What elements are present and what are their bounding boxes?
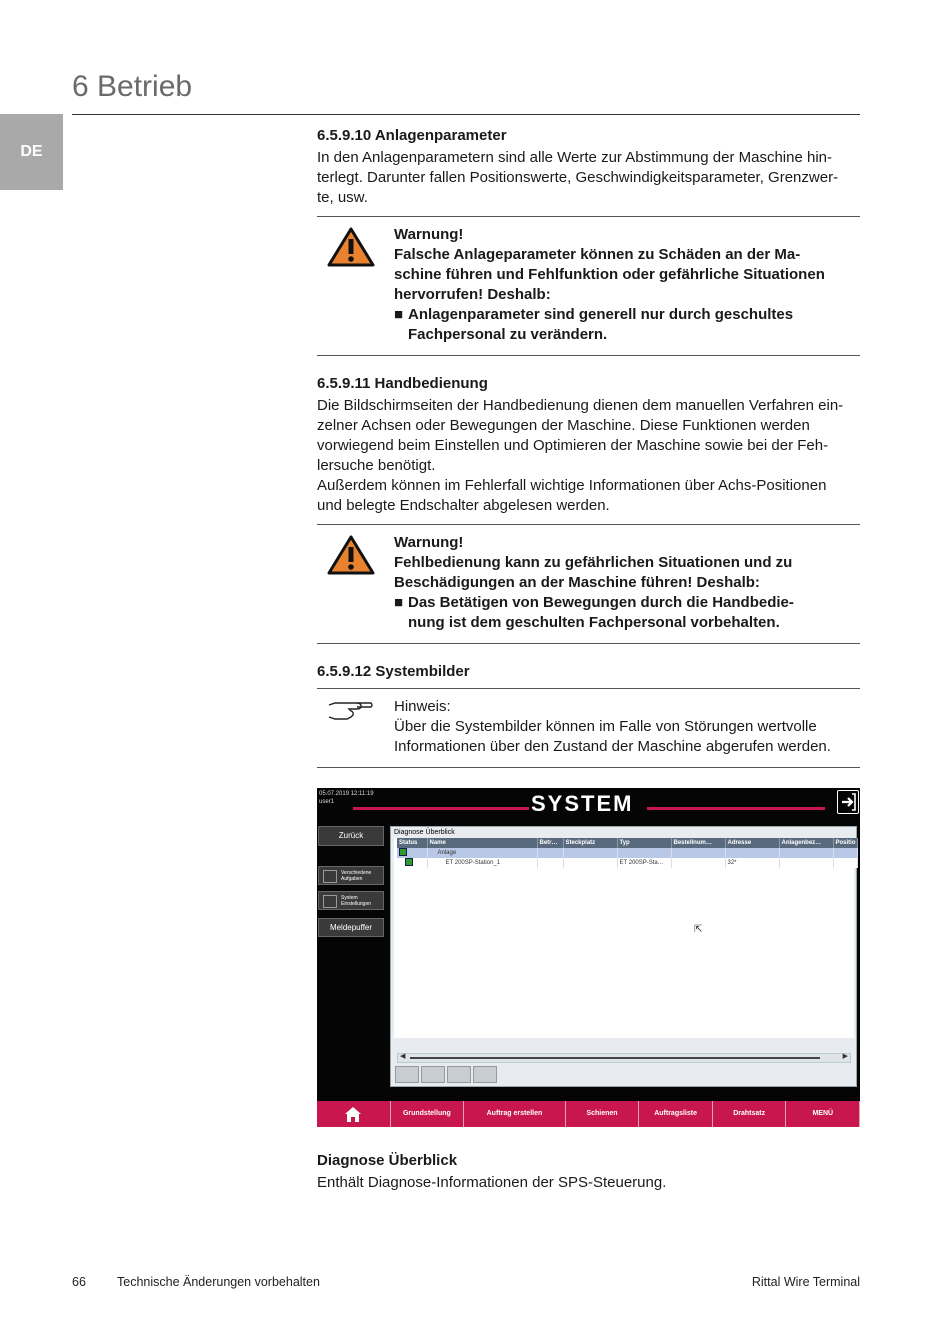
system-settings-button[interactable]: System Einstellungen — [318, 891, 384, 910]
warning-line: schine führen und Fehlfunktion oder gefährliche Situationen — [394, 266, 825, 283]
nav-menu[interactable]: MENÜ — [786, 1101, 860, 1127]
column-header[interactable]: Typ — [617, 838, 671, 848]
paragraph-line: In den Anlagenparametern sind alle Werte zur Abstimmung der Maschine hin- — [317, 149, 833, 166]
column-header[interactable]: Name — [427, 838, 537, 848]
bullet-square-icon: ■ — [394, 594, 404, 611]
hint-line: Informationen über den Zustand der Maschine abgerufen werden. — [394, 738, 831, 755]
nav-home-icon[interactable] — [395, 1066, 419, 1083]
caption-text: Enthält Diagnose-Informationen der SPS-Steuerung. — [317, 1174, 667, 1191]
hmi-title: SYSTEM — [531, 791, 634, 816]
paragraph-line: vorwiegend beim Einstellen und Optimieren der Maschine sowie bei der Feh- — [317, 437, 829, 454]
logout-icon[interactable] — [837, 790, 859, 814]
nav-forward-icon[interactable] — [447, 1066, 471, 1083]
paragraph-line: Außerdem können im Fehlerfall wichtige Informationen über Achs-Positionen — [317, 477, 827, 494]
diagnose-table-area — [394, 838, 854, 1038]
warning-line: hervorrufen! Deshalb: — [394, 286, 551, 303]
bottom-nav — [317, 1101, 860, 1127]
warning-line: Beschädigungen an der Maschine führen! Deshalb: — [394, 574, 760, 591]
mouse-cursor-icon: ⇱ — [694, 924, 703, 935]
row-address: 32* — [725, 858, 779, 868]
diagnose-panel — [390, 826, 857, 1087]
footer-product: Rittal Wire Terminal — [751, 1275, 860, 1289]
scroll-left-icon[interactable]: ◀ — [400, 1053, 406, 1060]
figure-caption — [317, 1151, 860, 1193]
warning-line: Falsche Anlageparameter können zu Schäden an der Ma- — [394, 246, 801, 263]
title-accent-right — [647, 807, 825, 810]
row-name: Anlage — [427, 848, 537, 858]
nav-detail-icon[interactable] — [473, 1066, 497, 1083]
row-address — [725, 848, 779, 858]
pointing-hand-icon — [327, 697, 375, 728]
chapter-title: 6 Betrieb — [72, 70, 193, 103]
column-header[interactable]: Status — [397, 838, 427, 848]
footer-note: Technische Änderungen vorbehalten — [117, 1275, 320, 1289]
section-heading-handbedienung: 6.5.9.11 Handbedienung — [317, 375, 488, 392]
nav-schienen[interactable]: Schienen — [566, 1101, 640, 1127]
status-ok-icon — [399, 848, 407, 856]
nav-auftrag-erstellen[interactable]: Auftrag erstellen — [464, 1101, 566, 1127]
nav-back-icon[interactable] — [421, 1066, 445, 1083]
warning-bullet — [394, 305, 860, 345]
paragraph-line: lersuche benötigt. — [317, 457, 436, 474]
bullet-line: Das Betätigen von Bewegungen durch die Handbedie- — [408, 594, 794, 611]
home-icon — [343, 1105, 363, 1123]
warning-title: Warnung! — [394, 226, 464, 243]
warning-triangle-icon — [327, 535, 375, 580]
panel-title: Diagnose Überblick — [394, 829, 455, 836]
bullet-square-icon: ■ — [394, 306, 404, 323]
tasks-button[interactable]: Verschiedene Aufgaben — [318, 866, 384, 885]
column-header[interactable]: Adresse — [725, 838, 779, 848]
warning-box-anlagenparameter — [317, 216, 860, 356]
hint-box — [317, 688, 860, 768]
scroll-right-icon[interactable]: ▶ — [842, 1053, 848, 1060]
column-header[interactable]: Steckplatz — [563, 838, 617, 848]
warning-line: Fehlbedienung kann zu gefährlichen Situationen und zu — [394, 554, 793, 571]
table-row[interactable] — [397, 858, 857, 868]
section-heading-systembilder: 6.5.9.12 Systembilder — [317, 663, 470, 680]
warning-box-handbedienung — [317, 524, 860, 644]
bullet-line: Fachpersonal zu verändern. — [408, 326, 608, 343]
hint-line: Über die Systembilder können im Falle von Störungen wertvolle — [394, 718, 817, 735]
section-heading-anlagenparameter: 6.5.9.10 Anlagenparameter — [317, 127, 507, 144]
paragraph-line: Die Bildschirmseiten der Handbedienung dienen dem manuellen Verfahren ein- — [317, 397, 844, 414]
column-header[interactable]: Bestellnum… — [671, 838, 725, 848]
back-button[interactable]: Zurück — [318, 826, 384, 846]
horizontal-scrollbar[interactable] — [397, 1053, 851, 1063]
status-ok-icon — [405, 858, 413, 866]
tasks-icon — [323, 870, 337, 883]
row-type: ET 200SP-Sta… — [617, 858, 671, 868]
page-number: 66 — [72, 1275, 86, 1289]
bullet-line: Anlagenparameter sind generell nur durch geschultes — [408, 306, 794, 323]
column-header[interactable]: Betr… — [537, 838, 563, 848]
nav-grundstellung[interactable]: Grundstellung — [391, 1101, 465, 1127]
hint-title: Hinweis: — [394, 698, 451, 715]
message-buffer-button[interactable]: Meldepuffer — [318, 918, 384, 937]
warning-title: Warnung! — [394, 534, 464, 551]
hmi-screenshot — [317, 788, 860, 1127]
column-header[interactable]: Anlagenbez… — [779, 838, 833, 848]
column-header[interactable]: Positio — [833, 838, 857, 848]
hmi-datetime: 05.07.2019 12:11:19 user1 — [319, 791, 374, 805]
paragraph-line: terlegt. Darunter fallen Positionswerte, Geschwindigkeitsparameter, Grenzwer- — [317, 169, 839, 186]
settings-icon — [323, 895, 337, 908]
paragraph-line: te, usw. — [317, 189, 368, 206]
caption-title: Diagnose Überblick — [317, 1152, 458, 1169]
table-row[interactable] — [397, 848, 857, 858]
warning-bullet — [394, 593, 860, 633]
nav-drahtsatz[interactable]: Drahtsatz — [713, 1101, 787, 1127]
paragraph-line: und belegte Endschalter abgelesen werden. — [317, 497, 610, 514]
header-rule — [72, 114, 860, 115]
row-type — [617, 848, 671, 858]
nav-auftragsliste[interactable]: Auftragsliste — [639, 1101, 713, 1127]
warning-triangle-icon — [327, 227, 375, 272]
row-name: ET 200SP-Station_1 — [427, 858, 537, 868]
language-tab: DE — [0, 114, 63, 190]
main-content — [317, 126, 860, 786]
diagnose-table — [397, 838, 858, 868]
bullet-line: nung ist dem geschulten Fachpersonal vorbehalten. — [408, 614, 780, 631]
title-accent-left — [353, 807, 529, 810]
home-button[interactable] — [317, 1101, 391, 1127]
paragraph-line: zelner Achsen oder Bewegungen der Maschine. Diese Funktionen werden — [317, 417, 810, 434]
